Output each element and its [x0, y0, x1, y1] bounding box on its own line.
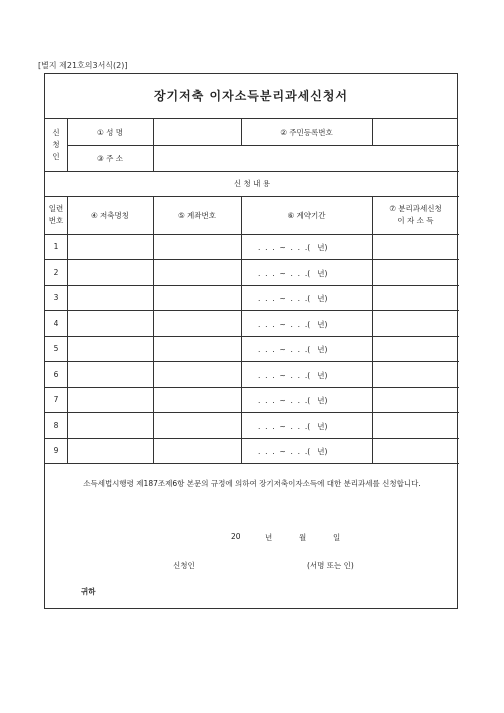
divider [153, 196, 154, 463]
row-seq: 8 [53, 420, 59, 430]
divider [45, 412, 459, 413]
date-month-unit: 월 [299, 533, 307, 542]
row-period[interactable]: . . . ~ . . .( 년) [258, 422, 328, 431]
signature-note: (서명 또는 인) [307, 561, 354, 570]
row-period[interactable]: . . . ~ . . .( 년) [258, 294, 328, 303]
applicant-label-char: 인 [52, 152, 60, 161]
col-header-income-line: ⑦ 분리과세신청 [389, 204, 442, 213]
signer-label: 신청인 [173, 561, 195, 570]
applicant-label-char: 청 [52, 140, 60, 149]
application-form [44, 73, 458, 609]
date-day-unit: 일 [333, 533, 341, 542]
divider [45, 438, 459, 439]
date-year: 20 [231, 532, 241, 541]
col-header-account-no: ⑤ 계좌번호 [177, 210, 217, 220]
recipient-label: 귀하 [81, 587, 96, 596]
divider [67, 196, 68, 463]
name-field[interactable] [153, 119, 241, 145]
row-period[interactable]: . . . ~ . . .( 년) [258, 243, 328, 252]
applicant-label-char: 신 [52, 128, 60, 137]
row-period[interactable]: . . . ~ . . .( 년) [258, 396, 328, 405]
col-header-income [372, 196, 459, 234]
row-period[interactable]: . . . ~ . . .( 년) [258, 371, 328, 380]
applicant-group-label [45, 119, 67, 171]
divider [45, 387, 459, 388]
resident-id-field[interactable] [372, 119, 459, 145]
row-seq: 9 [53, 446, 59, 455]
divider [45, 463, 459, 464]
form-reference: [별지 제21호의3서식(2)] [38, 61, 128, 70]
row-seq: 4 [53, 318, 59, 328]
resident-id-label: ② 주민등록번호 [280, 127, 333, 137]
divider [45, 234, 459, 235]
address-field[interactable] [153, 145, 459, 171]
divider [45, 336, 459, 337]
row-period[interactable]: . . . ~ . . .( 년) [258, 345, 328, 354]
row-seq: 5 [53, 344, 59, 353]
col-header-income-line: 이 자 소 득 [397, 216, 434, 225]
statement-text: 소득세법시행령 제187조제6항 본문의 규정에 의하여 장기저축이자소득에 대한 분리과세를 신청합니다. [83, 479, 421, 488]
col-header-seq [45, 196, 67, 234]
row-seq: 1 [53, 242, 59, 251]
col-header-seq-line: 번호 [48, 216, 64, 225]
row-period[interactable]: . . . ~ . . .( 년) [258, 320, 328, 329]
form-title: 장기저축 이자소득분리과세신청서 [45, 74, 457, 119]
divider [45, 285, 459, 286]
row-seq: 3 [53, 293, 59, 302]
divider [45, 259, 459, 260]
col-header-seq-line: 일련 [48, 204, 64, 213]
divider [45, 310, 459, 311]
row-seq: 6 [53, 369, 59, 379]
divider [241, 196, 242, 463]
divider [372, 196, 373, 463]
row-period[interactable]: . . . ~ . . .( 년) [258, 447, 328, 456]
address-label: ③ 주 소 [97, 153, 123, 163]
name-label: ① 성 명 [97, 127, 123, 137]
row-seq: 7 [53, 395, 59, 404]
row-period[interactable]: . . . ~ . . .( 년) [258, 269, 328, 278]
divider [45, 361, 459, 362]
section-title: 신 청 내 용 [233, 179, 271, 188]
col-header-period: ⑥ 계약기간 [287, 210, 326, 220]
row-seq: 2 [53, 267, 59, 277]
date-year-unit: 년 [265, 533, 273, 542]
col-header-account-name: ④ 저축명칭 [90, 210, 130, 220]
